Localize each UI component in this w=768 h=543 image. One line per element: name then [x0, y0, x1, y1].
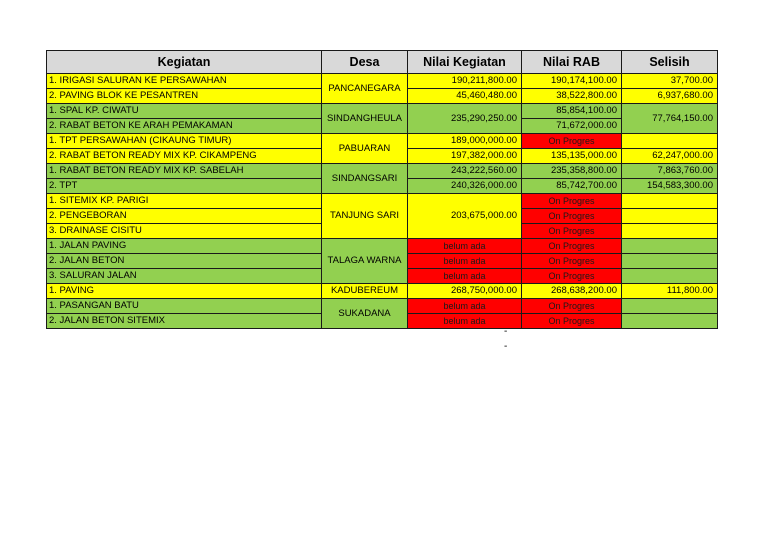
cell-selisih[interactable]: 111,800.00: [621, 283, 718, 299]
cell-selisih[interactable]: [621, 223, 718, 239]
cell-nilai-rab[interactable]: On Progres: [521, 193, 622, 209]
cell-selisih[interactable]: 6,937,680.00: [621, 88, 718, 104]
cell-selisih[interactable]: 7,863,760.00: [621, 163, 718, 179]
cell-nilai-rab[interactable]: On Progres: [521, 133, 622, 149]
cell-kegiatan[interactable]: 1. TPT PERSAWAHAN (CIKAUNG TIMUR): [46, 133, 322, 149]
cell-nilai-kegiatan[interactable]: belum ada: [407, 313, 522, 329]
cell-selisih[interactable]: [621, 253, 718, 269]
cell-nilai-kegiatan[interactable]: 235,290,250.00: [407, 103, 522, 134]
cell-nilai-kegiatan[interactable]: 45,460,480.00: [407, 88, 522, 104]
cell-kegiatan[interactable]: 2. RABAT BETON READY MIX KP. CIKAMPENG: [46, 148, 322, 164]
cell-nilai-rab[interactable]: 85,742,700.00: [521, 178, 622, 194]
header-desa[interactable]: Desa: [321, 50, 408, 74]
cell-nilai-rab[interactable]: 135,135,000.00: [521, 148, 622, 164]
cell-selisih[interactable]: [621, 238, 718, 254]
cell-kegiatan[interactable]: 1. SPAL KP. CIWATU: [46, 103, 322, 119]
spreadsheet-table: [46, 50, 718, 326]
cell-nilai-rab[interactable]: On Progres: [521, 238, 622, 254]
dash-mark: -: [504, 326, 508, 337]
cell-kegiatan[interactable]: 2. PAVING BLOK KE PESANTREN: [46, 88, 322, 104]
cell-nilai-rab[interactable]: 268,638,200.00: [521, 283, 622, 299]
cell-nilai-rab[interactable]: On Progres: [521, 208, 622, 224]
cell-nilai-rab[interactable]: 190,174,100.00: [521, 73, 622, 89]
cell-nilai-kegiatan[interactable]: 240,326,000.00: [407, 178, 522, 194]
header-selisih[interactable]: Selisih: [621, 50, 718, 74]
cell-nilai-rab[interactable]: 85,854,100.00: [521, 103, 622, 119]
cell-desa[interactable]: SINDANGSARI: [321, 163, 408, 194]
cell-selisih[interactable]: [621, 193, 718, 209]
cell-selisih[interactable]: [621, 133, 718, 149]
cell-nilai-rab[interactable]: On Progres: [521, 223, 622, 239]
cell-nilai-kegiatan[interactable]: 268,750,000.00: [407, 283, 522, 299]
cell-kegiatan[interactable]: 1. JALAN PAVING: [46, 238, 322, 254]
cell-kegiatan[interactable]: 1. SITEMIX KP. PARIGI: [46, 193, 322, 209]
cell-nilai-rab[interactable]: 38,522,800.00: [521, 88, 622, 104]
cell-selisih[interactable]: 62,247,000.00: [621, 148, 718, 164]
cell-nilai-kegiatan[interactable]: belum ada: [407, 238, 522, 254]
cell-nilai-kegiatan[interactable]: belum ada: [407, 298, 522, 314]
cell-desa[interactable]: PANCANEGARA: [321, 73, 408, 104]
header-nilai-kegiatan[interactable]: Nilai Kegiatan: [407, 50, 522, 74]
cell-nilai-kegiatan[interactable]: belum ada: [407, 268, 522, 284]
cell-kegiatan[interactable]: 2. PENGEBORAN: [46, 208, 322, 224]
header-nilai-rab[interactable]: Nilai RAB: [521, 50, 622, 74]
cell-kegiatan[interactable]: 1. PASANGAN BATU: [46, 298, 322, 314]
cell-selisih[interactable]: [621, 298, 718, 314]
cell-kegiatan[interactable]: 1. RABAT BETON READY MIX KP. SABELAH: [46, 163, 322, 179]
cell-selisih[interactable]: 154,583,300.00: [621, 178, 718, 194]
cell-nilai-kegiatan[interactable]: 189,000,000.00: [407, 133, 522, 149]
cell-nilai-kegiatan[interactable]: belum ada: [407, 253, 522, 269]
cell-kegiatan[interactable]: 2. JALAN BETON: [46, 253, 322, 269]
cell-selisih[interactable]: 37,700.00: [621, 73, 718, 89]
cell-nilai-kegiatan[interactable]: 190,211,800.00: [407, 73, 522, 89]
cell-desa[interactable]: KADUBEREUM: [321, 283, 408, 299]
cell-desa[interactable]: SUKADANA: [321, 298, 408, 329]
cell-nilai-rab[interactable]: On Progres: [521, 268, 622, 284]
cell-desa[interactable]: TALAGA WARNA: [321, 238, 408, 284]
cell-kegiatan[interactable]: 3. DRAINASE CISITU: [46, 223, 322, 239]
cell-nilai-kegiatan[interactable]: 243,222,560.00: [407, 163, 522, 179]
cell-nilai-kegiatan[interactable]: 203,675,000.00: [407, 193, 522, 239]
cell-nilai-rab[interactable]: On Progres: [521, 298, 622, 314]
cell-nilai-kegiatan[interactable]: 197,382,000.00: [407, 148, 522, 164]
cell-nilai-rab[interactable]: 235,358,800.00: [521, 163, 622, 179]
cell-desa[interactable]: PABUARAN: [321, 133, 408, 164]
cell-selisih[interactable]: 77,764,150.00: [621, 103, 718, 134]
cell-selisih[interactable]: [621, 268, 718, 284]
cell-kegiatan[interactable]: 2. RABAT BETON KE ARAH PEMAKAMAN: [46, 118, 322, 134]
cell-kegiatan[interactable]: 3. SALURAN JALAN: [46, 268, 322, 284]
cell-selisih[interactable]: [621, 313, 718, 329]
cell-nilai-rab[interactable]: On Progres: [521, 313, 622, 329]
cell-kegiatan[interactable]: 1. PAVING: [46, 283, 322, 299]
cell-kegiatan[interactable]: 2. JALAN BETON SITEMIX: [46, 313, 322, 329]
dash-mark: -: [504, 341, 508, 352]
cell-kegiatan[interactable]: 2. TPT: [46, 178, 322, 194]
cell-desa[interactable]: TANJUNG SARI: [321, 193, 408, 239]
cell-nilai-rab[interactable]: 71,672,000.00: [521, 118, 622, 134]
header-kegiatan[interactable]: Kegiatan: [46, 50, 322, 74]
cell-selisih[interactable]: [621, 208, 718, 224]
cell-kegiatan[interactable]: 1. IRIGASI SALURAN KE PERSAWAHAN: [46, 73, 322, 89]
cell-desa[interactable]: SINDANGHEULA: [321, 103, 408, 134]
cell-nilai-rab[interactable]: On Progres: [521, 253, 622, 269]
